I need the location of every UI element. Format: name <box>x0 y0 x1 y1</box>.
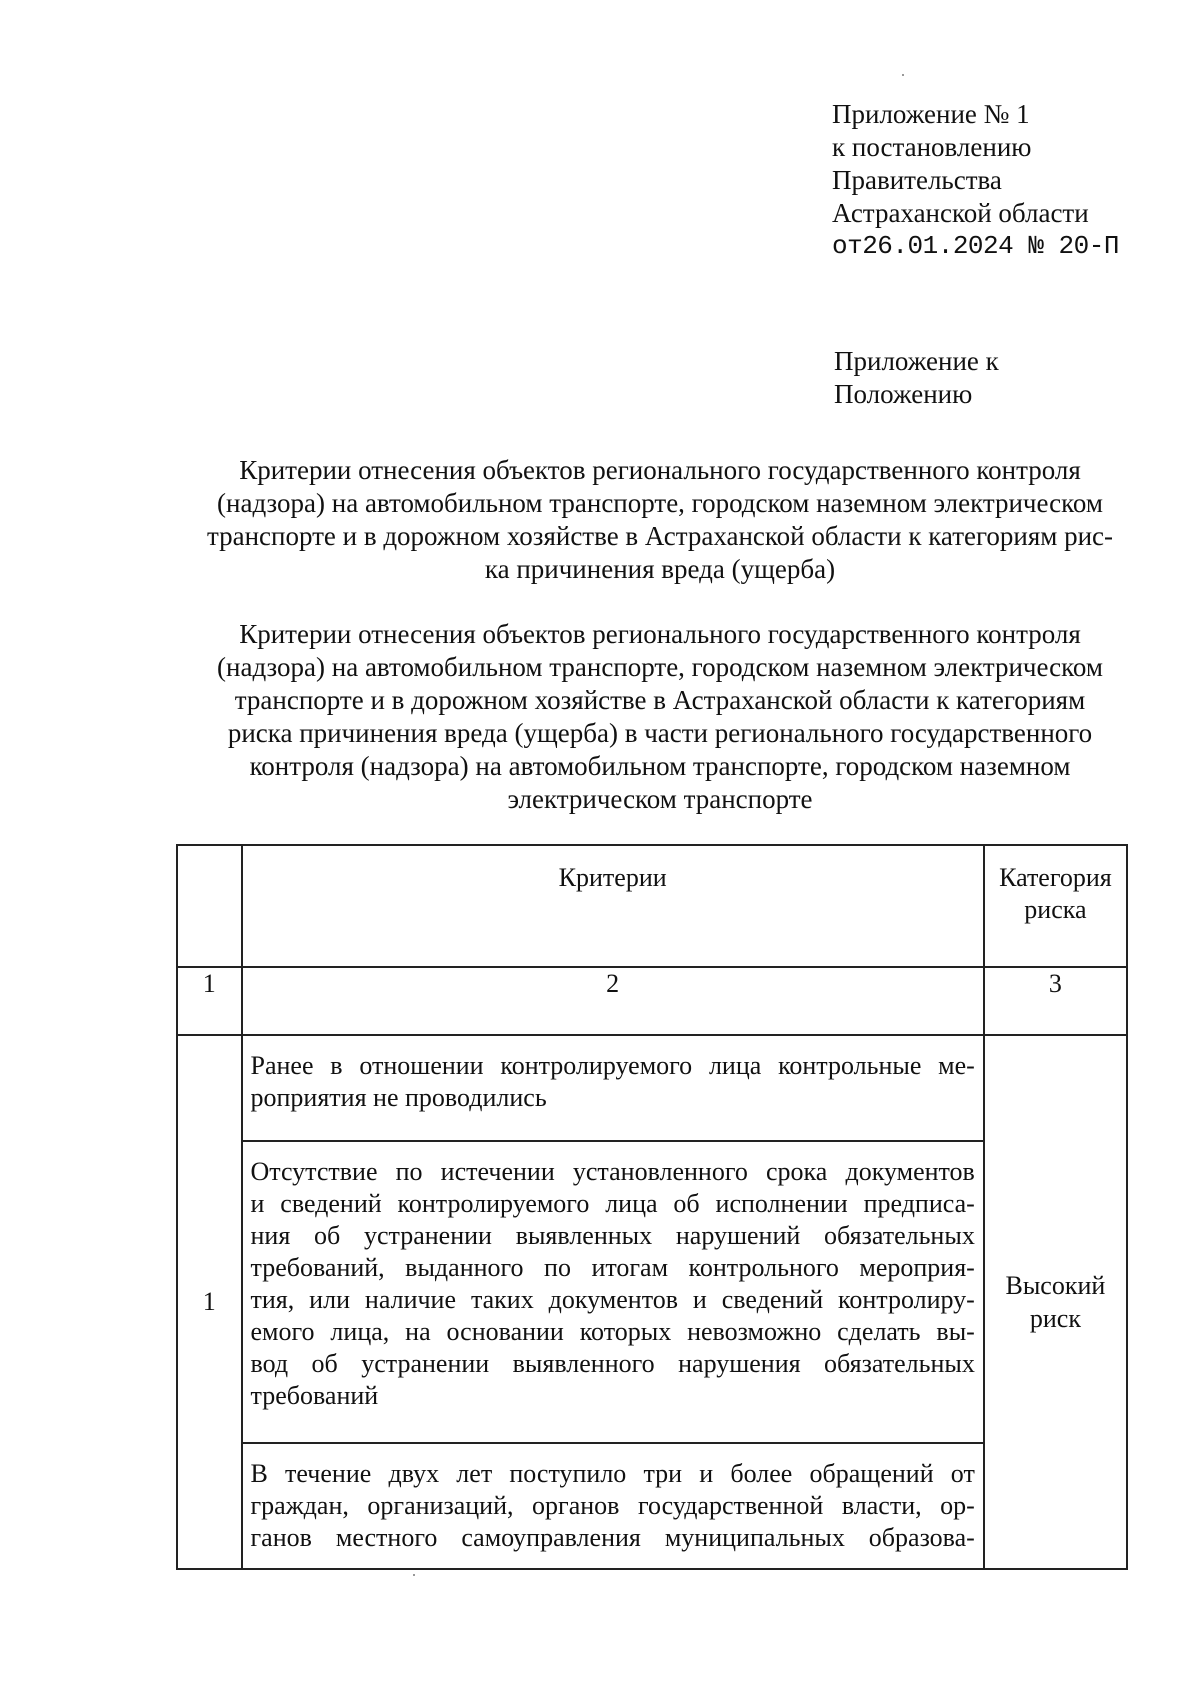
column-number: 3 <box>984 967 1127 1035</box>
section-title-line: электрическом транспорте <box>507 784 813 814</box>
criterion-line: емого лица, на основании которых невозможно сделать вы- <box>250 1317 975 1346</box>
criteria-cell <box>242 1035 984 1569</box>
criterion-line: и сведений контролируемого лица об исполнении предписа- <box>250 1189 975 1218</box>
column-number: 2 <box>242 967 984 1035</box>
section-title-line: Критерии отнесения объектов регионального государственного контроля <box>239 619 1081 649</box>
section-title-line: транспорте и в дорожном хозяйстве в Астраханской области к категориям <box>234 685 1086 715</box>
criterion-line: ганов местного самоуправления муниципальных образова- <box>250 1523 975 1552</box>
document-title <box>170 454 1150 586</box>
criterion-line: тия, или наличие таких документов и сведений контролиру- <box>250 1285 975 1314</box>
appendix2-line: Приложение к <box>834 346 999 376</box>
appendix-line: к постановлению <box>832 132 1032 162</box>
criterion-item <box>243 1142 983 1444</box>
header-category-cell <box>984 845 1127 967</box>
appendix-date-line: от26.01.2024 № 20-П <box>832 231 1119 261</box>
criterion-line: Отсутствие по истечении установленного срока документов <box>250 1157 975 1186</box>
scan-speck <box>413 1574 415 1576</box>
appendix-line: Астраханской области <box>832 198 1089 228</box>
appendix-header <box>832 98 1162 263</box>
criterion-line: вод об устранении выявленного нарушения обязательных <box>250 1349 975 1378</box>
column-number: 1 <box>177 967 242 1035</box>
criterion-line: роприятия не проводились <box>250 1083 547 1112</box>
header-num-cell <box>177 845 242 967</box>
criteria-table <box>176 844 1128 1570</box>
section-title <box>170 618 1150 816</box>
risk-category-line: Высокий <box>1005 1271 1106 1300</box>
scan-speck <box>902 74 904 76</box>
title-line: транспорте и в дорожном хозяйстве в Астраханской области к категориям рис- <box>206 521 1114 551</box>
table-row <box>177 1035 1127 1569</box>
appendix-to-regulation <box>834 345 999 411</box>
appendix-line: Приложение № 1 <box>832 99 1030 129</box>
title-line: (надзора) на автомобильном транспорте, городском наземном электрическом <box>217 488 1103 518</box>
criterion-line: Ранее в отношении контролируемого лица контрольные ме- <box>250 1051 975 1080</box>
criterion-line: требований <box>250 1381 379 1410</box>
row-number-cell: 1 <box>177 1035 242 1569</box>
criterion-item <box>243 1036 983 1142</box>
section-title-line: риска причинения вреда (ущерба) в части регионального государственного <box>227 718 1093 748</box>
criterion-line: граждан, организаций, органов государственной власти, ор- <box>250 1491 975 1520</box>
section-title-line: контроля (надзора) на автомобильном транспорте, городском наземном <box>249 751 1071 781</box>
criterion-line: В течение двух лет поступило три и более обращений от <box>250 1459 975 1488</box>
criterion-line: требований, выданного по итогам контрольного мероприя- <box>250 1253 975 1282</box>
title-line: Критерии отнесения объектов регионального государственного контроля <box>239 455 1081 485</box>
column-numbering-row <box>177 967 1127 1035</box>
table-header-row <box>177 845 1127 967</box>
header-criteria-cell: Критерии <box>242 845 984 967</box>
title-line: ка причинения вреда (ущерба) <box>484 554 836 584</box>
section-title-line: (надзора) на автомобильном транспорте, городском наземном электрическом <box>217 652 1103 682</box>
criterion-item <box>243 1444 983 1568</box>
risk-category-cell <box>984 1035 1127 1569</box>
criterion-line: ния об устранении выявленных нарушений обязательных <box>250 1221 975 1250</box>
risk-category-line: риск <box>1029 1304 1081 1333</box>
appendix2-line: Положению <box>834 379 973 409</box>
header-category-line: Категория <box>999 863 1112 892</box>
header-category-line: риска <box>1024 895 1087 924</box>
appendix-line: Правительства <box>832 165 1002 195</box>
